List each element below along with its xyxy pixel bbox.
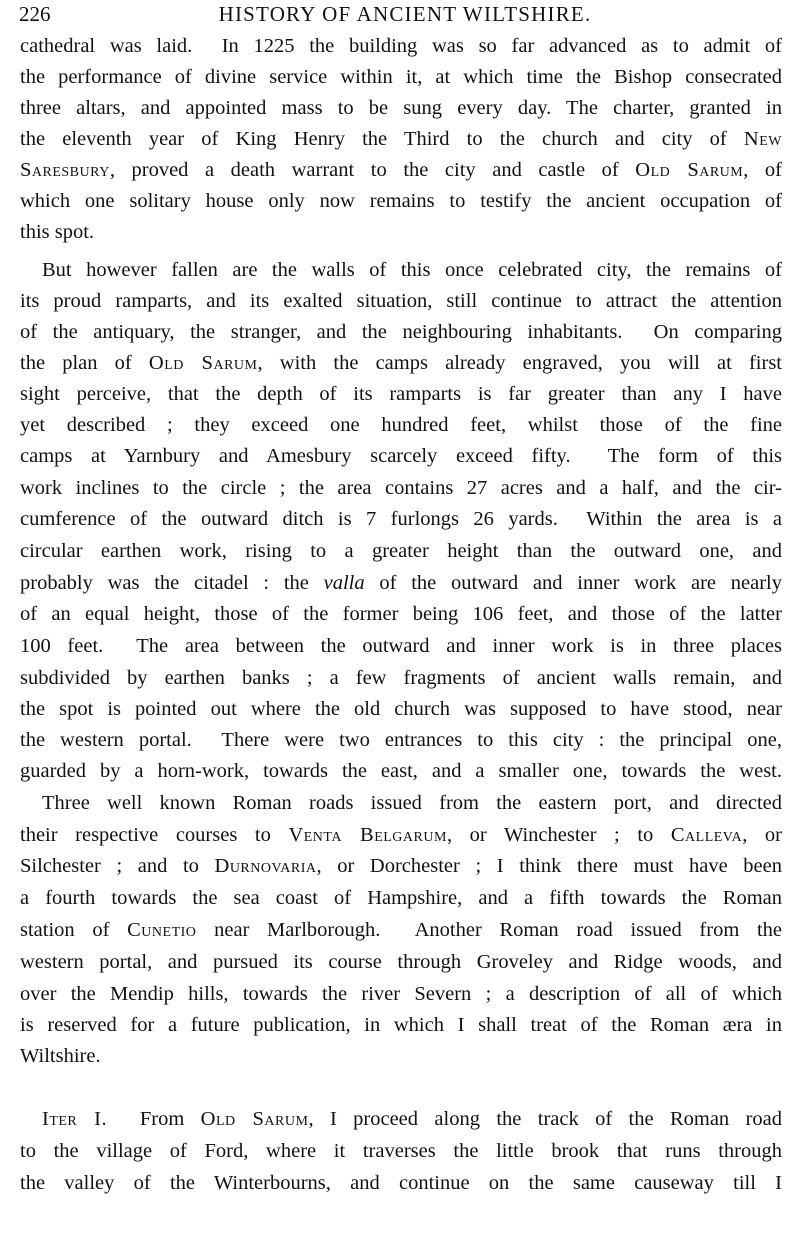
small-caps-text: New <box>743 128 782 150</box>
text-line <box>20 632 782 660</box>
text-segment: Silchester ; and to <box>20 855 215 877</box>
text-segment: the spot is pointed out where the old church was supposed to have stood, near <box>20 698 782 720</box>
text-segment: , I proceed along the track of the Roman road <box>308 1108 782 1130</box>
text-segment: guarded by a horn-work, towards the east, and a smaller one, towards the west. <box>20 760 782 782</box>
small-caps-text: Cunetio <box>127 919 197 941</box>
text-segment: , or <box>742 824 783 846</box>
text-line <box>20 63 782 91</box>
text-line <box>20 1137 782 1165</box>
text-line <box>20 156 782 184</box>
text-segment: subdivided by earthen banks ; a few fragments of ancient walls remain, and <box>20 667 782 689</box>
small-caps-text: Durnovaria <box>214 855 317 877</box>
text-line <box>20 32 782 60</box>
text-segment: sight perceive, that the depth of its ramparts is far greater than any I have <box>20 383 782 405</box>
text-line <box>20 916 782 944</box>
text-line <box>20 537 782 565</box>
text-segment: the eleventh year of King Henry the Third to the church and city of <box>20 128 744 150</box>
text-segment: cumference of the outward ditch is 7 furlongs 26 yards. Within the area is a <box>20 508 782 530</box>
text-line <box>20 1169 782 1197</box>
text-segment: probably was the citadel : the <box>20 572 324 594</box>
text-line <box>20 852 782 880</box>
text-line <box>20 1042 782 1070</box>
text-line <box>20 757 782 785</box>
text-line <box>20 349 782 377</box>
small-caps-text: Old Sarum <box>148 352 258 374</box>
text-segment: Three well known Roman roads issued from the eastern port, and directed <box>42 792 782 814</box>
text-line <box>20 125 782 153</box>
small-caps-text: Old Sarum <box>200 1108 309 1130</box>
text-line <box>20 411 782 439</box>
text-line <box>20 380 782 408</box>
text-segment: near Marlborough. Another Roman road issued from the <box>196 919 782 941</box>
text-segment: From <box>107 1108 201 1130</box>
text-segment: the western portal. There were two entrances to this city : the principal one, <box>20 729 782 751</box>
text-segment: of the antiquary, the stranger, and the neighbouring inhabitants. On comparing <box>20 321 782 343</box>
text-segment: cathedral was laid. In 1225 the building was so far advanced as to admit of <box>20 35 782 57</box>
text-segment: yet described ; they exceed one hundred feet, whilst those of the fine <box>20 414 782 436</box>
text-segment: is reserved for a future publication, in which I shall treat of the Roman æra in <box>20 1014 782 1036</box>
running-title: HISTORY OF ANCIENT WILTSHIRE. <box>218 2 592 26</box>
text-line <box>20 218 782 246</box>
text-line <box>20 187 782 215</box>
paragraph-first-line <box>42 1105 782 1133</box>
small-caps-text: Calleva <box>670 824 743 846</box>
text-segment: circular earthen work, rising to a greater height than the outward one, and <box>20 540 782 562</box>
text-line <box>20 94 782 122</box>
text-line <box>20 726 782 754</box>
text-line <box>20 664 782 692</box>
text-line <box>20 318 782 346</box>
italic-text: valla <box>323 572 365 594</box>
text-segment: their respective courses to <box>20 824 289 846</box>
text-line <box>20 442 782 470</box>
text-segment: , with the camps already engraved, you will at first <box>257 352 782 374</box>
text-segment: Wiltshire. <box>20 1045 101 1067</box>
text-segment: over the Mendip hills, towards the river Severn ; a description of all of which <box>20 983 782 1005</box>
text-line <box>20 695 782 723</box>
text-segment: , proved a death warrant to the city and castle of <box>109 159 636 181</box>
text-segment: , or Winchester ; to <box>446 824 671 846</box>
text-segment: to the village of Ford, where it traverses the little brook that runs through <box>20 1140 782 1162</box>
text-segment: the performance of divine service within it, at which time the Bishop consecrated <box>20 66 782 88</box>
text-segment: which one solitary house only now remains to testify the ancient occupation of <box>20 190 782 212</box>
text-line <box>20 821 782 849</box>
text-segment: 100 feet. The area between the outward and inner work is in three places <box>20 635 782 657</box>
text-segment: work inclines to the circle ; the area contains 27 acres and a half, and the cir- <box>20 477 782 499</box>
text-segment: western portal, and pursued its course through Groveley and Ridge woods, and <box>20 951 782 973</box>
text-segment: , or Dorchester ; I think there must have been <box>316 855 782 877</box>
small-caps-text: Venta Belgarum <box>288 824 447 846</box>
text-segment: station of <box>20 919 128 941</box>
text-line <box>20 948 782 976</box>
text-segment: , of <box>743 159 783 181</box>
text-segment: the valley of the Winterbourns, and continue on the same causeway till I <box>20 1172 782 1194</box>
small-caps-text: Saresbury <box>20 159 110 181</box>
text-segment: the plan of <box>20 352 149 374</box>
text-line <box>20 980 782 1008</box>
text-line <box>20 569 782 597</box>
text-line <box>20 505 782 533</box>
text-line <box>20 884 782 912</box>
text-line <box>20 1011 782 1039</box>
text-segment: its proud ramparts, and its exalted situation, still continue to attract the attention <box>20 290 782 312</box>
text-segment: camps at Yarnbury and Amesbury scarcely exceed fifty. The form of this <box>20 445 782 467</box>
text-segment: this spot. <box>20 221 95 243</box>
paragraph-first-line <box>42 789 782 817</box>
text-segment: of an equal height, those of the former being 106 feet, and those of the latter <box>20 603 782 625</box>
page-number: 226 <box>19 2 51 26</box>
text-line <box>20 600 782 628</box>
text-line <box>20 287 782 315</box>
text-segment: of the outward and inner work are nearly <box>364 572 782 594</box>
text-segment: a fourth towards the sea coast of Hampshire, and a fifth towards the Roman <box>20 887 782 909</box>
text-line <box>20 474 782 502</box>
small-caps-text: Iter I. <box>42 1108 108 1130</box>
text-segment: three altars, and appointed mass to be sung every day. The charter, granted in <box>20 97 782 119</box>
paragraph-first-line <box>42 256 782 284</box>
small-caps-text: Old Sarum <box>635 159 744 181</box>
text-segment: But however fallen are the walls of this once celebrated city, the remains of <box>42 259 782 281</box>
